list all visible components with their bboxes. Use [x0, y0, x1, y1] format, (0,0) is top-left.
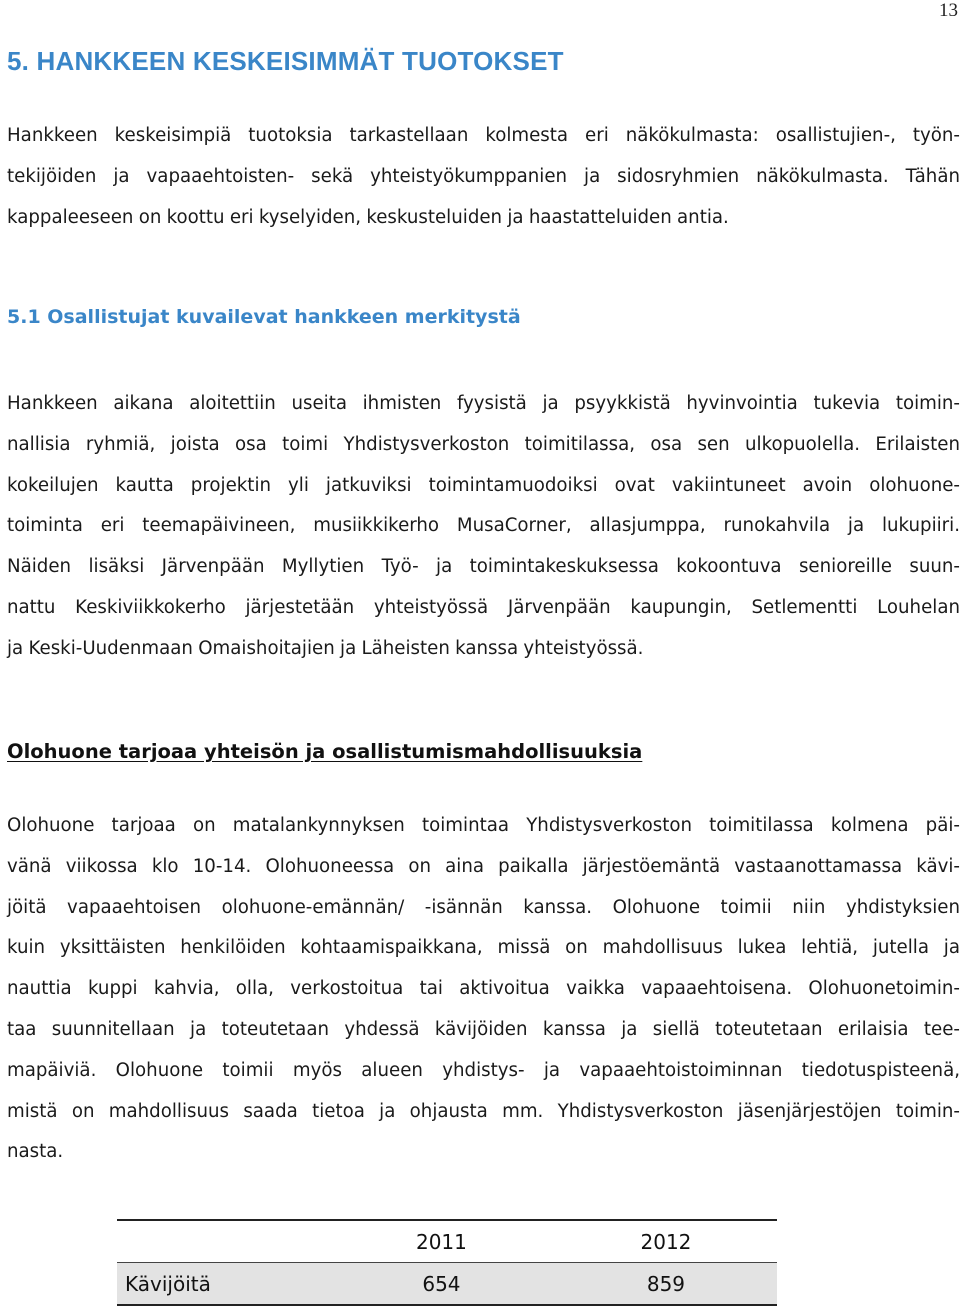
- olohuone-line: kuin yksittäisten henkilöiden kohtaamispaikkana, missä on mahdollisuus lukea lehtiä, jutella ja: [7, 937, 960, 959]
- olohuone-line: vänä viikossa klo 10-14. Olohuoneessa on aina paikalla järjestöemäntä vastaanottamassa kävi-: [7, 855, 960, 877]
- subsection-line: Hankkeen aikana aloitettiin useita ihmisten fyysistä ja psyykkistä hyvinvointia tukevia toimin-: [7, 393, 960, 414]
- page-number: 13: [939, 0, 958, 21]
- olohuone-line: mapäiviä. Olohuone toimii myös alueen yhdistys- ja vapaaehtoistoiminnan tiedotuspisteenä,: [7, 1059, 960, 1081]
- subsection-paragraph: [7, 384, 960, 670]
- subsection-title: 5.1 Osallistujat kuvailevat hankkeen merkitystä: [7, 306, 521, 328]
- intro-paragraph: [7, 116, 960, 238]
- visitors-table: [117, 1219, 777, 1306]
- olohuone-line: Olohuone tarjoaa on matalankynnyksen toimintaa Yhdistysverkoston toimitilassa kolmena päi-: [7, 815, 960, 836]
- cell-2012: 859: [646, 1271, 686, 1296]
- subsection-line: toiminta eri teemapäivineen, musiikkikerho MusaCorner, allasjumppa, runokahvila ja lukupiiri.: [7, 515, 960, 537]
- subsection-line: ja Keski-Uudenmaan Omaishoitajien ja Läheisten kanssa yhteistyössä.: [7, 637, 644, 659]
- olohuone-title: Olohuone tarjoaa yhteisön ja osallistumismahdollisuuksia: [7, 740, 643, 763]
- olohuone-line: mistä on mahdollisuus saada tietoa ja ohjausta mm. Yhdistysverkoston jäsenjärjestöjen toimin-: [7, 1100, 960, 1122]
- olohuone-line: nasta.: [7, 1141, 64, 1163]
- subsection-line: kokeilujen kautta projektin yli jatkuviksi toimintamuodoiksi ovat vakiintuneet avoin olohuone-: [7, 474, 960, 496]
- table-header-2012: 2012: [640, 1229, 692, 1254]
- row-label: Kävijöitä: [125, 1271, 211, 1296]
- olohuone-paragraph: [7, 806, 960, 1173]
- intro-line: tekijöiden ja vapaaehtoisten- sekä yhteistyökumppanien ja sidosryhmien näkökulmasta. Tähän: [7, 165, 960, 187]
- intro-line: Hankkeen keskeisimpiä tuotoksia tarkastellaan kolmesta eri näkökulmasta: osallistujien-, työn-: [7, 125, 960, 146]
- subsection-line: nattu Keskiviikkokerho järjestetään yhteistyössä Järvenpään kaupungin, Setlementti Louhelan: [7, 596, 960, 618]
- intro-line: kappaleeseen on koottu eri kyselyiden, keskusteluiden ja haastatteluiden antia.: [7, 206, 729, 228]
- table-header-2011: 2011: [415, 1229, 467, 1254]
- subsection-line: Näiden lisäksi Järvenpään Myllytien Työ- ja toimintakeskuksessa kokoontuva senioreille suun-: [7, 556, 960, 578]
- subsection-line: nallisia ryhmiä, joista osa toimi Yhdistysverkoston toimitilassa, osa sen ulkopuolella. Erilaisten: [7, 433, 960, 455]
- olohuone-line: nauttia kuppi kahvia, olla, verkostoitua tai aktivoitua vaikka vapaaehtoisena. Olohuonetoimin-: [7, 978, 960, 1000]
- table-header-empty: [117, 1220, 328, 1263]
- olohuone-line: jöitä vapaaehtoisen olohuone-emännän/ -isännän kanssa. Olohuone toimii niin yhdistyksien: [7, 896, 960, 918]
- section-title: 5. HANKKEEN KESKEISIMMÄT TUOTOKSET: [7, 46, 564, 76]
- table-header-row: [117, 1220, 777, 1263]
- cell-2011: 654: [422, 1271, 461, 1296]
- olohuone-line: taa suunnitellaan ja toteutetaan yhdessä kävijöiden kanssa ja siellä toteutetaan erilaisia tee-: [7, 1018, 960, 1040]
- table-row: [117, 1263, 777, 1306]
